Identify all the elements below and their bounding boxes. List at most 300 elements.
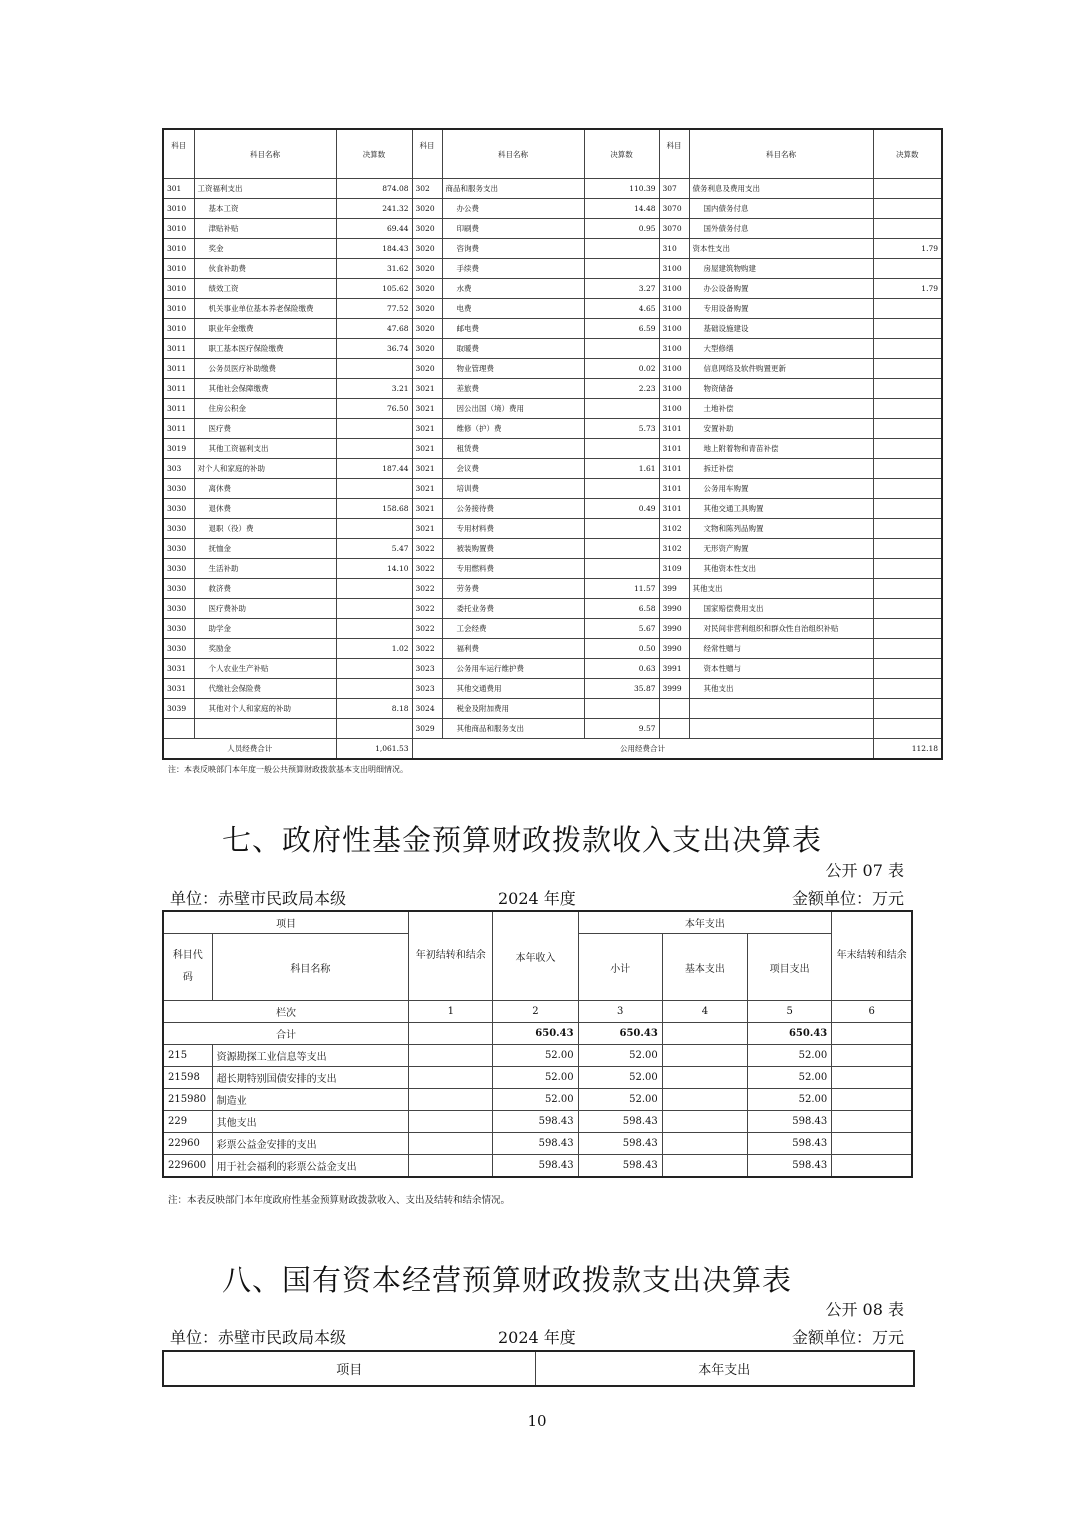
subject-code: 3019 [163,439,194,459]
subject-code: 3109 [659,559,689,579]
amount [584,259,659,279]
amount [409,1133,493,1155]
subject-name: 公务用车运行维护费 [442,659,584,679]
subject-code: 3999 [659,679,689,699]
subject-name: 租赁费 [442,439,584,459]
total-cell [409,1023,493,1045]
amount [409,1155,493,1178]
table-row [163,1111,912,1133]
amount [873,599,942,619]
amount: 52.00 [748,1067,832,1089]
table-row [163,379,942,399]
subject-code: 399 [659,579,689,599]
name-header: 科目名称 [212,934,409,1001]
subject-code: 3029 [412,719,442,739]
amount: 47.68 [336,319,412,339]
subject-name: 专用材料费 [442,519,584,539]
subject-code: 3100 [659,379,689,399]
subject-code: 3101 [659,459,689,479]
amount [584,519,659,539]
subject-name: 地上附着物和青苗补偿 [689,439,873,459]
section7-public-no: 公开 07 表 [825,861,904,880]
subject-name: 绩效工资 [194,279,336,299]
subject-code: 3101 [659,419,689,439]
amount [873,459,942,479]
subject-code: 302 [412,179,442,199]
table-row [163,459,942,479]
amount [832,1133,912,1155]
header-cell: 科目 [163,129,194,179]
subject-name: 其他商品和服务支出 [442,719,584,739]
subject-code: 3100 [659,259,689,279]
table-row [163,419,942,439]
table-row [163,499,942,519]
amount: 52.00 [578,1045,662,1067]
subject-name: 房屋建筑物购建 [689,259,873,279]
amount: 1.02 [336,639,412,659]
subject-name: 会议费 [442,459,584,479]
amount: 52.00 [493,1045,578,1067]
subject-name: 住房公积金 [194,399,336,419]
amount [662,1045,747,1067]
subject-name: 无形资产购置 [689,539,873,559]
amount [873,639,942,659]
amount [662,1089,747,1111]
subject-name: 医疗费 [194,419,336,439]
table-row [163,299,942,319]
amount [832,1111,912,1133]
amount: 184.43 [336,239,412,259]
subject-name: 其他工资福利支出 [194,439,336,459]
subject-code: 307 [659,179,689,199]
subject-code: 3030 [163,499,194,519]
subject-name: 离休费 [194,479,336,499]
subject-name: 退职（役）费 [194,519,336,539]
col-row-label: 栏次 [163,1001,409,1023]
amount [336,479,412,499]
amount [336,579,412,599]
unit-label: 单位：赤壁市民政局本级 [170,1328,347,1347]
personnel-total-label: 人员经费合计 [163,739,336,760]
income-header: 本年收入 [493,911,578,1001]
amount [336,439,412,459]
subject-name: 其他对个人和家庭的补助 [194,699,336,719]
subject-code: 22960 [163,1133,212,1155]
subject-name: 基础设施建设 [689,319,873,339]
table-row [163,339,942,359]
amount: 52.00 [748,1089,832,1111]
amount: 0.50 [584,639,659,659]
subject-code: 3024 [412,699,442,719]
amount [336,679,412,699]
subject-code: 3030 [163,519,194,539]
amount: 598.43 [748,1133,832,1155]
subject-name: 其他交通费用 [442,679,584,699]
header-cell: 科目 [412,129,442,179]
amount: 598.43 [578,1111,662,1133]
table-row [163,1155,912,1178]
subject-name: 大型修缮 [689,339,873,359]
amount: 35.87 [584,679,659,699]
item-header: 项目 [163,1351,535,1386]
amount: 0.95 [584,219,659,239]
section7-note: 注：本表反映部门本年度政府性基金预算财政拨款收入、支出及结转和结余情况。 [168,1195,511,1206]
table-row [163,239,942,259]
subject-code: 3022 [412,539,442,559]
subject-name: 差旅费 [442,379,584,399]
amount: 77.52 [336,299,412,319]
subject-name: 奖励金 [194,639,336,659]
subject-name: 其他支出 [689,579,873,599]
amount: 36.74 [336,339,412,359]
subject-name: 国家赔偿费用支出 [689,599,873,619]
amount [336,619,412,639]
amount: 1.79 [873,239,942,259]
subject-name: 其他资本性支出 [689,559,873,579]
amount: 241.32 [336,199,412,219]
subject-code: 3039 [163,699,194,719]
subject-code: 3010 [163,199,194,219]
amount: 598.43 [578,1155,662,1178]
subject-name: 抚恤金 [194,539,336,559]
subject-code: 3102 [659,539,689,559]
subject-name: 超长期特别国债安排的支出 [212,1067,409,1089]
amount [873,519,942,539]
amount [336,659,412,679]
subject-name: 物资储备 [689,379,873,399]
table-row [163,259,942,279]
subject-code: 215 [163,1045,212,1067]
table-row [163,559,942,579]
subject-name: 商品和服务支出 [442,179,584,199]
subject-name: 职工基本医疗保险缴费 [194,339,336,359]
subject-code: 3010 [163,319,194,339]
amount: 598.43 [748,1155,832,1178]
subject-name: 手续费 [442,259,584,279]
col-number: 6 [832,1001,912,1023]
table-row [163,199,942,219]
amount [409,1089,493,1111]
total-cell: 650.43 [493,1023,578,1045]
amount [662,1133,747,1155]
subject-name: 退休费 [194,499,336,519]
amount: 52.00 [748,1045,832,1067]
amount [873,719,942,739]
item-header: 项目 [163,911,409,934]
subject-name: 生活补助 [194,559,336,579]
subject-name: 因公出国（境）费用 [442,399,584,419]
header-cell: 决算数 [873,129,942,179]
subject-code: 3021 [412,479,442,499]
subject-code: 3020 [412,339,442,359]
table-row [163,1089,912,1111]
amount: 69.44 [336,219,412,239]
amount [832,1155,912,1178]
amount [336,519,412,539]
amount: 1.79 [873,279,942,299]
subject-name: 其他支出 [689,679,873,699]
section7-title: 七、政府性基金预算财政拨款收入支出决算表 [222,823,823,857]
amount [873,539,942,559]
subject-code: 3022 [412,599,442,619]
amount [584,339,659,359]
total-row [163,739,942,760]
subject-code: 3100 [659,399,689,419]
amount: 158.68 [336,499,412,519]
table-row [163,639,942,659]
subject-name: 公务用车购置 [689,479,873,499]
subject-code: 3023 [412,679,442,699]
subject-code: 3101 [659,479,689,499]
total-cell: 650.43 [578,1023,662,1045]
subject-name: 办公设备购置 [689,279,873,299]
subject-code: 3010 [163,299,194,319]
subject-name: 彩票公益金安排的支出 [212,1133,409,1155]
amount: 5.47 [336,539,412,559]
subject-name [194,719,336,739]
subject-name [689,699,873,719]
basic-expenditure-detail-table [162,128,943,760]
subject-name: 职业年金缴费 [194,319,336,339]
subject-code: 3022 [412,559,442,579]
header-cell: 科目 [659,129,689,179]
amount [873,579,942,599]
subject-code: 3100 [659,279,689,299]
subject-name: 专用燃料费 [442,559,584,579]
amount [873,359,942,379]
amount: 6.59 [584,319,659,339]
subject-code: 3011 [163,399,194,419]
subject-name: 基本工资 [194,199,336,219]
amount: 5.67 [584,619,659,639]
subject-name [689,719,873,739]
amount [873,679,942,699]
subject-name: 电费 [442,299,584,319]
subject-code: 3031 [163,679,194,699]
opening-balance-header: 年初结转和结余 [409,911,493,1001]
amount: 598.43 [493,1133,578,1155]
amount: 874.08 [336,179,412,199]
subject-name: 其他支出 [212,1111,409,1133]
public-total-label: 公用经费合计 [412,739,873,760]
subject-code: 3021 [412,499,442,519]
subject-code: 3031 [163,659,194,679]
subject-code: 3020 [412,299,442,319]
subject-name: 用于社会福利的彩票公益金支出 [212,1155,409,1178]
subject-name: 培训费 [442,479,584,499]
col-number: 2 [493,1001,578,1023]
subject-name: 国外债务付息 [689,219,873,239]
amount: 105.62 [336,279,412,299]
subject-name: 医疗费补助 [194,599,336,619]
amount [873,379,942,399]
subject-code: 3021 [412,439,442,459]
amount [873,479,942,499]
subject-name: 制造业 [212,1089,409,1111]
subject-name: 工会经费 [442,619,584,639]
subject-code: 3030 [163,559,194,579]
col-number: 3 [578,1001,662,1023]
subject-name: 取暖费 [442,339,584,359]
amount: 598.43 [578,1133,662,1155]
amount [832,1067,912,1089]
subject-name: 办公费 [442,199,584,219]
table-row [163,439,942,459]
total-cell [832,1023,912,1045]
subject-code: 3021 [412,399,442,419]
amount: 52.00 [493,1089,578,1111]
expense-header: 本年支出 [535,1351,914,1386]
expense-header: 本年支出 [578,911,832,934]
subject-code: 3011 [163,419,194,439]
header-cell: 科目名称 [194,129,336,179]
amount [873,559,942,579]
subject-code: 3101 [659,439,689,459]
subject-code: 21598 [163,1067,212,1089]
subject-code: 3022 [412,579,442,599]
total-cell: 650.43 [748,1023,832,1045]
subject-name: 文物和陈列品购置 [689,519,873,539]
subject-code: 3021 [412,519,442,539]
amount: 9.57 [584,719,659,739]
subject-name: 公务员医疗补助缴费 [194,359,336,379]
subject-name: 工资福利支出 [194,179,336,199]
subject-code: 3011 [163,379,194,399]
unit-label: 单位：赤壁市民政局本级 [170,889,347,908]
year-label: 2024 年度 [498,1328,576,1347]
subject-code [659,719,689,739]
subject-code: 3021 [412,379,442,399]
subject-name: 邮电费 [442,319,584,339]
amount [584,399,659,419]
subject-name: 国内债务付息 [689,199,873,219]
total-cell [662,1023,747,1045]
subject-code: 3010 [163,219,194,239]
header-row [163,911,912,934]
subject-code: 3010 [163,279,194,299]
amount: 110.39 [584,179,659,199]
subject-code: 3100 [659,319,689,339]
subject-name: 债务利息及费用支出 [689,179,873,199]
subject-code: 3990 [659,639,689,659]
subject-code: 3100 [659,339,689,359]
amount: 598.43 [493,1155,578,1178]
amount: 3.21 [336,379,412,399]
table-row [163,579,942,599]
amount [409,1111,493,1133]
amount: 52.00 [493,1067,578,1089]
subject-code: 3990 [659,619,689,639]
subject-name: 机关事业单位基本养老保险缴费 [194,299,336,319]
amount [873,619,942,639]
table-row [163,519,942,539]
year-label: 2024 年度 [498,889,576,908]
col-number: 4 [662,1001,747,1023]
subject-code: 3102 [659,519,689,539]
subject-code: 3011 [163,339,194,359]
amount [584,479,659,499]
amount: 8.18 [336,699,412,719]
header-cell: 科目名称 [442,129,584,179]
amount [873,419,942,439]
project-expense-header: 项目支出 [748,934,832,1001]
subject-code: 3990 [659,599,689,619]
subject-code: 3021 [412,459,442,479]
amount: 2.23 [584,379,659,399]
amount [873,319,942,339]
subject-code: 3030 [163,539,194,559]
header-row [163,1351,914,1386]
subject-code: 215980 [163,1089,212,1111]
subject-code: 3020 [412,319,442,339]
subject-code: 3011 [163,359,194,379]
header-cell: 决算数 [336,129,412,179]
subject-code: 310 [659,239,689,259]
amount [336,599,412,619]
table-row [163,599,942,619]
subject-code: 3100 [659,299,689,319]
subject-name: 救济费 [194,579,336,599]
state-capital-table [162,1350,915,1387]
subject-name: 水费 [442,279,584,299]
amount [662,1155,747,1178]
subject-code: 3020 [412,359,442,379]
amount: 4.65 [584,299,659,319]
amount: 3.27 [584,279,659,299]
subject-code: 3023 [412,659,442,679]
amount [662,1067,747,1089]
subject-name: 公务接待费 [442,499,584,519]
subject-code: 3010 [163,259,194,279]
subject-name: 委托业务费 [442,599,584,619]
column-number-row [163,1001,912,1023]
personnel-total-value: 1,061.53 [336,739,412,760]
government-fund-table [162,910,913,1178]
table-row [163,279,942,299]
subject-code: 229 [163,1111,212,1133]
amount: 52.00 [578,1067,662,1089]
amount [584,699,659,719]
subject-name: 助学金 [194,619,336,639]
section8-public-no: 公开 08 表 [825,1300,904,1319]
amount [409,1045,493,1067]
table-row [163,359,942,379]
table-row [163,719,942,739]
code-header: 科目代码 [163,934,212,1001]
subject-name: 其他交通工具购置 [689,499,873,519]
subject-name: 印刷费 [442,219,584,239]
table-row [163,319,942,339]
subject-code: 3030 [163,579,194,599]
subject-code: 3030 [163,479,194,499]
table-row [163,619,942,639]
header-cell: 科目名称 [689,129,873,179]
subject-code: 3021 [412,419,442,439]
amount [873,499,942,519]
amount: 14.10 [336,559,412,579]
amount [832,1045,912,1067]
subject-name: 福利费 [442,639,584,659]
table-header-row [163,129,942,179]
subject-name: 对个人和家庭的补助 [194,459,336,479]
col-number: 1 [409,1001,493,1023]
subject-name: 被装购置费 [442,539,584,559]
amount: 11.57 [584,579,659,599]
subject-name: 其他社会保障缴费 [194,379,336,399]
subject-code: 3101 [659,499,689,519]
subject-code: 3020 [412,239,442,259]
header-cell: 决算数 [584,129,659,179]
